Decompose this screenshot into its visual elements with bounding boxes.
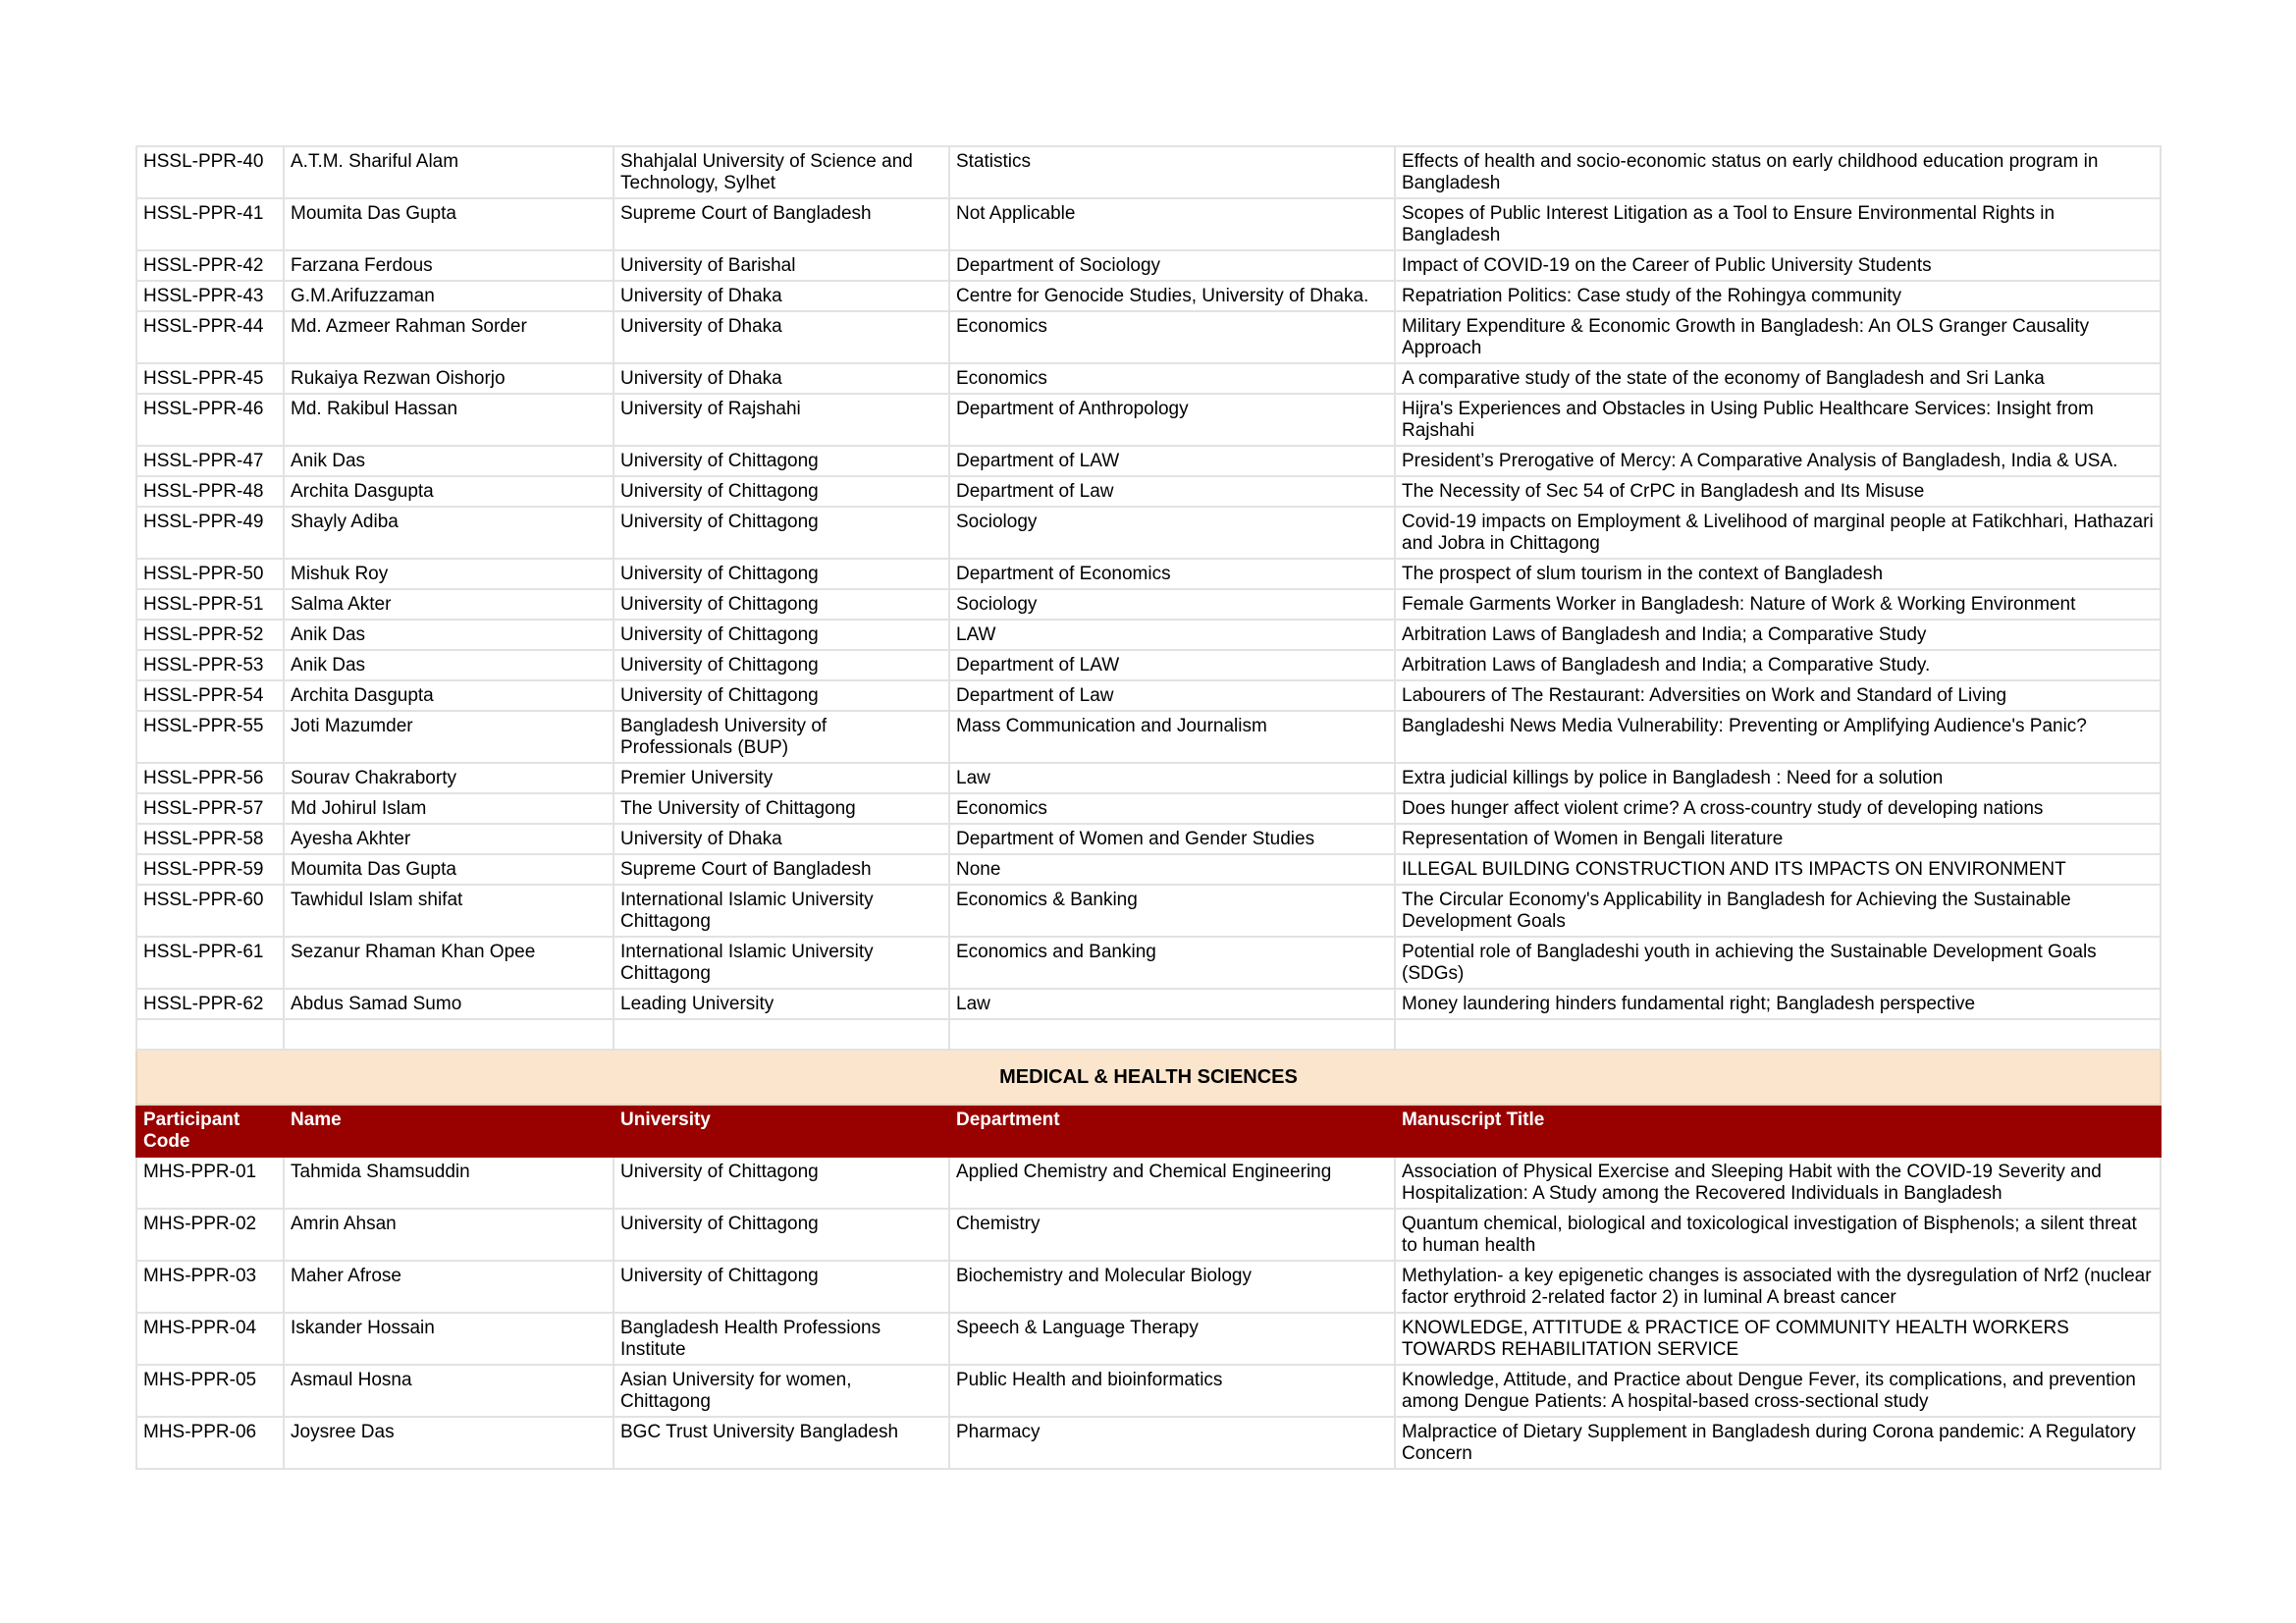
table-row: [136, 763, 2161, 793]
department-cell: Law: [949, 763, 1395, 793]
table-row: [136, 1417, 2161, 1469]
table-row: [136, 620, 2161, 650]
university-cell: University of Dhaka: [614, 311, 949, 363]
university-cell: University of Chittagong: [614, 559, 949, 589]
table-row: [136, 1209, 2161, 1261]
section-title: MEDICAL & HEALTH SCIENCES: [136, 1050, 2161, 1105]
university-cell: Shahjalal University of Science and Technology, Sylhet: [614, 146, 949, 198]
department-cell: Economics: [949, 793, 1395, 824]
column-header-row: [136, 1105, 2161, 1157]
manuscript-title-cell: The Circular Economy's Applicability in Bangladesh for Achieving the Sustainable Development Goals: [1395, 885, 2161, 937]
table-row: [136, 650, 2161, 680]
name-cell: Rukaiya Rezwan Oishorjo: [284, 363, 614, 394]
department-cell: Department of Sociology: [949, 250, 1395, 281]
table-row: [136, 711, 2161, 763]
manuscript-title-cell: Association of Physical Exercise and Sleeping Habit with the COVID-19 Severity and Hospitalization: A Study among the Recovered Individuals in Bangladesh: [1395, 1157, 2161, 1209]
manuscript-title-cell: Methylation- a key epigenetic changes is associated with the dysregulation of Nrf2 (nuclear factor erythroid 2-related factor 2) in luminal A breast cancer: [1395, 1261, 2161, 1313]
university-cell: Supreme Court of Bangladesh: [614, 854, 949, 885]
column-header-university: University: [614, 1105, 949, 1157]
name-cell: Salma Akter: [284, 589, 614, 620]
hssl-rows: [136, 146, 2161, 1019]
university-cell: University of Chittagong: [614, 680, 949, 711]
name-cell: A.T.M. Shariful Alam: [284, 146, 614, 198]
participant-code-cell: HSSL-PPR-42: [136, 250, 284, 281]
university-cell: University of Dhaka: [614, 363, 949, 394]
university-cell: University of Chittagong: [614, 1209, 949, 1261]
university-cell: University of Chittagong: [614, 476, 949, 507]
name-cell: Anik Das: [284, 446, 614, 476]
name-cell: Joti Mazumder: [284, 711, 614, 763]
manuscript-title-cell: Bangladeshi News Media Vulnerability: Preventing or Amplifying Audience's Panic?: [1395, 711, 2161, 763]
participant-code-cell: HSSL-PPR-41: [136, 198, 284, 250]
table-row: [136, 1261, 2161, 1313]
name-cell: Sourav Chakraborty: [284, 763, 614, 793]
name-cell: Sezanur Rhaman Khan Opee: [284, 937, 614, 989]
name-cell: Md. Rakibul Hassan: [284, 394, 614, 446]
table-row: [136, 824, 2161, 854]
participant-code-cell: HSSL-PPR-45: [136, 363, 284, 394]
participant-code-cell: HSSL-PPR-52: [136, 620, 284, 650]
university-cell: University of Barishal: [614, 250, 949, 281]
department-cell: Department of Women and Gender Studies: [949, 824, 1395, 854]
name-cell: Md Johirul Islam: [284, 793, 614, 824]
university-cell: Bangladesh Health Professions Institute: [614, 1313, 949, 1365]
department-cell: Speech & Language Therapy: [949, 1313, 1395, 1365]
manuscript-title-cell: Representation of Women in Bengali literature: [1395, 824, 2161, 854]
mhs-rows: [136, 1157, 2161, 1469]
university-cell: University of Chittagong: [614, 650, 949, 680]
manuscript-title-cell: Potential role of Bangladeshi youth in achieving the Sustainable Development Goals (SDGs): [1395, 937, 2161, 989]
university-cell: International Islamic University Chittagong: [614, 885, 949, 937]
manuscript-title-cell: Scopes of Public Interest Litigation as a Tool to Ensure Environmental Rights in Bangladesh: [1395, 198, 2161, 250]
participant-code-cell: HSSL-PPR-61: [136, 937, 284, 989]
manuscript-title-cell: Female Garments Worker in Bangladesh: Nature of Work & Working Environment: [1395, 589, 2161, 620]
manuscript-title-cell: ILLEGAL BUILDING CONSTRUCTION AND ITS IMPACTS ON ENVIRONMENT: [1395, 854, 2161, 885]
university-cell: University of Chittagong: [614, 1157, 949, 1209]
name-cell: Mishuk Roy: [284, 559, 614, 589]
name-cell: G.M.Arifuzzaman: [284, 281, 614, 311]
name-cell: Anik Das: [284, 620, 614, 650]
table-row: [136, 1313, 2161, 1365]
department-cell: Chemistry: [949, 1209, 1395, 1261]
department-cell: Applied Chemistry and Chemical Engineering: [949, 1157, 1395, 1209]
department-cell: None: [949, 854, 1395, 885]
participant-code-cell: HSSL-PPR-59: [136, 854, 284, 885]
manuscript-title-cell: Impact of COVID-19 on the Career of Public University Students: [1395, 250, 2161, 281]
empty-cell: [284, 1019, 614, 1050]
university-cell: University of Chittagong: [614, 589, 949, 620]
table-row: [136, 989, 2161, 1019]
manuscript-title-cell: KNOWLEDGE, ATTITUDE & PRACTICE OF COMMUNITY HEALTH WORKERS TOWARDS REHABILITATION SERVICE: [1395, 1313, 2161, 1365]
table-row: [136, 793, 2161, 824]
manuscript-title-cell: Extra judicial killings by police in Bangladesh : Need for a solution: [1395, 763, 2161, 793]
manuscript-title-cell: Arbitration Laws of Bangladesh and India; a Comparative Study.: [1395, 650, 2161, 680]
department-cell: Pharmacy: [949, 1417, 1395, 1469]
university-cell: BGC Trust University Bangladesh: [614, 1417, 949, 1469]
table-row: [136, 198, 2161, 250]
column-header-name: Name: [284, 1105, 614, 1157]
manuscript-title-cell: Covid-19 impacts on Employment & Livelihood of marginal people at Fatikchhari, Hathazari and Jobra in Chittagong: [1395, 507, 2161, 559]
name-cell: Moumita Das Gupta: [284, 854, 614, 885]
manuscript-title-cell: A comparative study of the state of the economy of Bangladesh and Sri Lanka: [1395, 363, 2161, 394]
table-row: [136, 446, 2161, 476]
participant-code-cell: HSSL-PPR-50: [136, 559, 284, 589]
department-cell: Economics: [949, 311, 1395, 363]
department-cell: Not Applicable: [949, 198, 1395, 250]
empty-cell: [136, 1019, 284, 1050]
department-cell: Department of Law: [949, 680, 1395, 711]
manuscript-title-cell: Effects of health and socio-economic status on early childhood education program in Bangladesh: [1395, 146, 2161, 198]
department-cell: Department of Law: [949, 476, 1395, 507]
table-row: [136, 1365, 2161, 1417]
department-cell: Public Health and bioinformatics: [949, 1365, 1395, 1417]
mhs-section: [136, 1050, 2161, 1157]
participant-code-cell: HSSL-PPR-47: [136, 446, 284, 476]
department-cell: Sociology: [949, 589, 1395, 620]
participant-code-cell: HSSL-PPR-54: [136, 680, 284, 711]
department-cell: Statistics: [949, 146, 1395, 198]
department-cell: Economics and Banking: [949, 937, 1395, 989]
department-cell: Economics & Banking: [949, 885, 1395, 937]
university-cell: University of Chittagong: [614, 1261, 949, 1313]
participant-code-cell: MHS-PPR-01: [136, 1157, 284, 1209]
name-cell: Md. Azmeer Rahman Sorder: [284, 311, 614, 363]
table-row: [136, 507, 2161, 559]
university-cell: University of Chittagong: [614, 620, 949, 650]
university-cell: Supreme Court of Bangladesh: [614, 198, 949, 250]
department-cell: LAW: [949, 620, 1395, 650]
empty-cell: [949, 1019, 1395, 1050]
table-row: [136, 394, 2161, 446]
name-cell: Moumita Das Gupta: [284, 198, 614, 250]
participant-code-cell: HSSL-PPR-56: [136, 763, 284, 793]
manuscript-title-cell: Does hunger affect violent crime? A cross-country study of developing nations: [1395, 793, 2161, 824]
name-cell: Asmaul Hosna: [284, 1365, 614, 1417]
table-row: [136, 559, 2161, 589]
name-cell: Iskander Hossain: [284, 1313, 614, 1365]
column-header-title: Manuscript Title: [1395, 1105, 2161, 1157]
manuscript-title-cell: Quantum chemical, biological and toxicological investigation of Bisphenols; a silent threat to human health: [1395, 1209, 2161, 1261]
column-header-department: Department: [949, 1105, 1395, 1157]
empty-row: [136, 1019, 2161, 1050]
department-cell: Department of Anthropology: [949, 394, 1395, 446]
participant-table: [135, 145, 2162, 1470]
department-cell: Department of LAW: [949, 446, 1395, 476]
university-cell: Premier University: [614, 763, 949, 793]
participant-code-cell: HSSL-PPR-62: [136, 989, 284, 1019]
manuscript-title-cell: The Necessity of Sec 54 of CrPC in Bangladesh and Its Misuse: [1395, 476, 2161, 507]
manuscript-title-cell: Labourers of The Restaurant: Adversities on Work and Standard of Living: [1395, 680, 2161, 711]
name-cell: Shayly Adiba: [284, 507, 614, 559]
empty-cell: [1395, 1019, 2161, 1050]
table-row: [136, 311, 2161, 363]
participant-code-cell: MHS-PPR-04: [136, 1313, 284, 1365]
university-cell: University of Chittagong: [614, 446, 949, 476]
department-cell: Sociology: [949, 507, 1395, 559]
participant-code-cell: HSSL-PPR-53: [136, 650, 284, 680]
university-cell: Leading University: [614, 989, 949, 1019]
name-cell: Abdus Samad Sumo: [284, 989, 614, 1019]
participant-code-cell: MHS-PPR-06: [136, 1417, 284, 1469]
participant-code-cell: HSSL-PPR-40: [136, 146, 284, 198]
manuscript-title-cell: Money laundering hinders fundamental right; Bangladesh perspective: [1395, 989, 2161, 1019]
name-cell: Amrin Ahsan: [284, 1209, 614, 1261]
name-cell: Joysree Das: [284, 1417, 614, 1469]
department-cell: Economics: [949, 363, 1395, 394]
name-cell: Tahmida Shamsuddin: [284, 1157, 614, 1209]
table-row: [136, 146, 2161, 198]
manuscript-title-cell: President’s Prerogative of Mercy: A Comparative Analysis of Bangladesh, India & USA.: [1395, 446, 2161, 476]
participant-code-cell: HSSL-PPR-57: [136, 793, 284, 824]
table-row: [136, 937, 2161, 989]
participant-code-cell: HSSL-PPR-51: [136, 589, 284, 620]
university-cell: International Islamic University Chittagong: [614, 937, 949, 989]
manuscript-title-cell: Arbitration Laws of Bangladesh and India; a Comparative Study: [1395, 620, 2161, 650]
university-cell: Bangladesh University of Professionals (BUP): [614, 711, 949, 763]
name-cell: Anik Das: [284, 650, 614, 680]
department-cell: Department of LAW: [949, 650, 1395, 680]
department-cell: Mass Communication and Journalism: [949, 711, 1395, 763]
manuscript-title-cell: The prospect of slum tourism in the context of Bangladesh: [1395, 559, 2161, 589]
participant-code-cell: HSSL-PPR-44: [136, 311, 284, 363]
column-header-code: Participant Code: [136, 1105, 284, 1157]
name-cell: Tawhidul Islam shifat: [284, 885, 614, 937]
table-row: [136, 363, 2161, 394]
participant-code-cell: MHS-PPR-02: [136, 1209, 284, 1261]
name-cell: Farzana Ferdous: [284, 250, 614, 281]
participant-code-cell: HSSL-PPR-43: [136, 281, 284, 311]
manuscript-title-cell: Military Expenditure & Economic Growth in Bangladesh: An OLS Granger Causality Approach: [1395, 311, 2161, 363]
table-row: [136, 250, 2161, 281]
participant-code-cell: HSSL-PPR-46: [136, 394, 284, 446]
department-cell: Law: [949, 989, 1395, 1019]
table-row: [136, 281, 2161, 311]
participant-code-cell: MHS-PPR-03: [136, 1261, 284, 1313]
name-cell: Ayesha Akhter: [284, 824, 614, 854]
empty-cell: [614, 1019, 949, 1050]
university-cell: Asian University for women, Chittagong: [614, 1365, 949, 1417]
manuscript-title-cell: Malpractice of Dietary Supplement in Bangladesh during Corona pandemic: A Regulatory Concern: [1395, 1417, 2161, 1469]
name-cell: Archita Dasgupta: [284, 680, 614, 711]
university-cell: University of Rajshahi: [614, 394, 949, 446]
manuscript-title-cell: Knowledge, Attitude, and Practice about Dengue Fever, its complications, and prevention among Dengue Patients: A hospital-based cross-sectional study: [1395, 1365, 2161, 1417]
university-cell: The University of Chittagong: [614, 793, 949, 824]
participant-code-cell: HSSL-PPR-48: [136, 476, 284, 507]
table-row: [136, 885, 2161, 937]
table-row: [136, 476, 2161, 507]
section-title-row: [136, 1050, 2161, 1105]
university-cell: University of Dhaka: [614, 824, 949, 854]
university-cell: University of Chittagong: [614, 507, 949, 559]
manuscript-title-cell: Hijra's Experiences and Obstacles in Using Public Healthcare Services: Insight from Rajshahi: [1395, 394, 2161, 446]
manuscript-title-cell: Repatriation Politics: Case study of the Rohingya community: [1395, 281, 2161, 311]
university-cell: University of Dhaka: [614, 281, 949, 311]
table-row: [136, 589, 2161, 620]
participant-code-cell: HSSL-PPR-58: [136, 824, 284, 854]
table-row: [136, 680, 2161, 711]
participant-code-cell: HSSL-PPR-49: [136, 507, 284, 559]
participant-code-cell: MHS-PPR-05: [136, 1365, 284, 1417]
table-row: [136, 854, 2161, 885]
name-cell: Archita Dasgupta: [284, 476, 614, 507]
department-cell: Biochemistry and Molecular Biology: [949, 1261, 1395, 1313]
spacer: [136, 1019, 2161, 1050]
department-cell: Department of Economics: [949, 559, 1395, 589]
department-cell: Centre for Genocide Studies, University of Dhaka.: [949, 281, 1395, 311]
name-cell: Maher Afrose: [284, 1261, 614, 1313]
participant-code-cell: HSSL-PPR-60: [136, 885, 284, 937]
participant-code-cell: HSSL-PPR-55: [136, 711, 284, 763]
table-row: [136, 1157, 2161, 1209]
